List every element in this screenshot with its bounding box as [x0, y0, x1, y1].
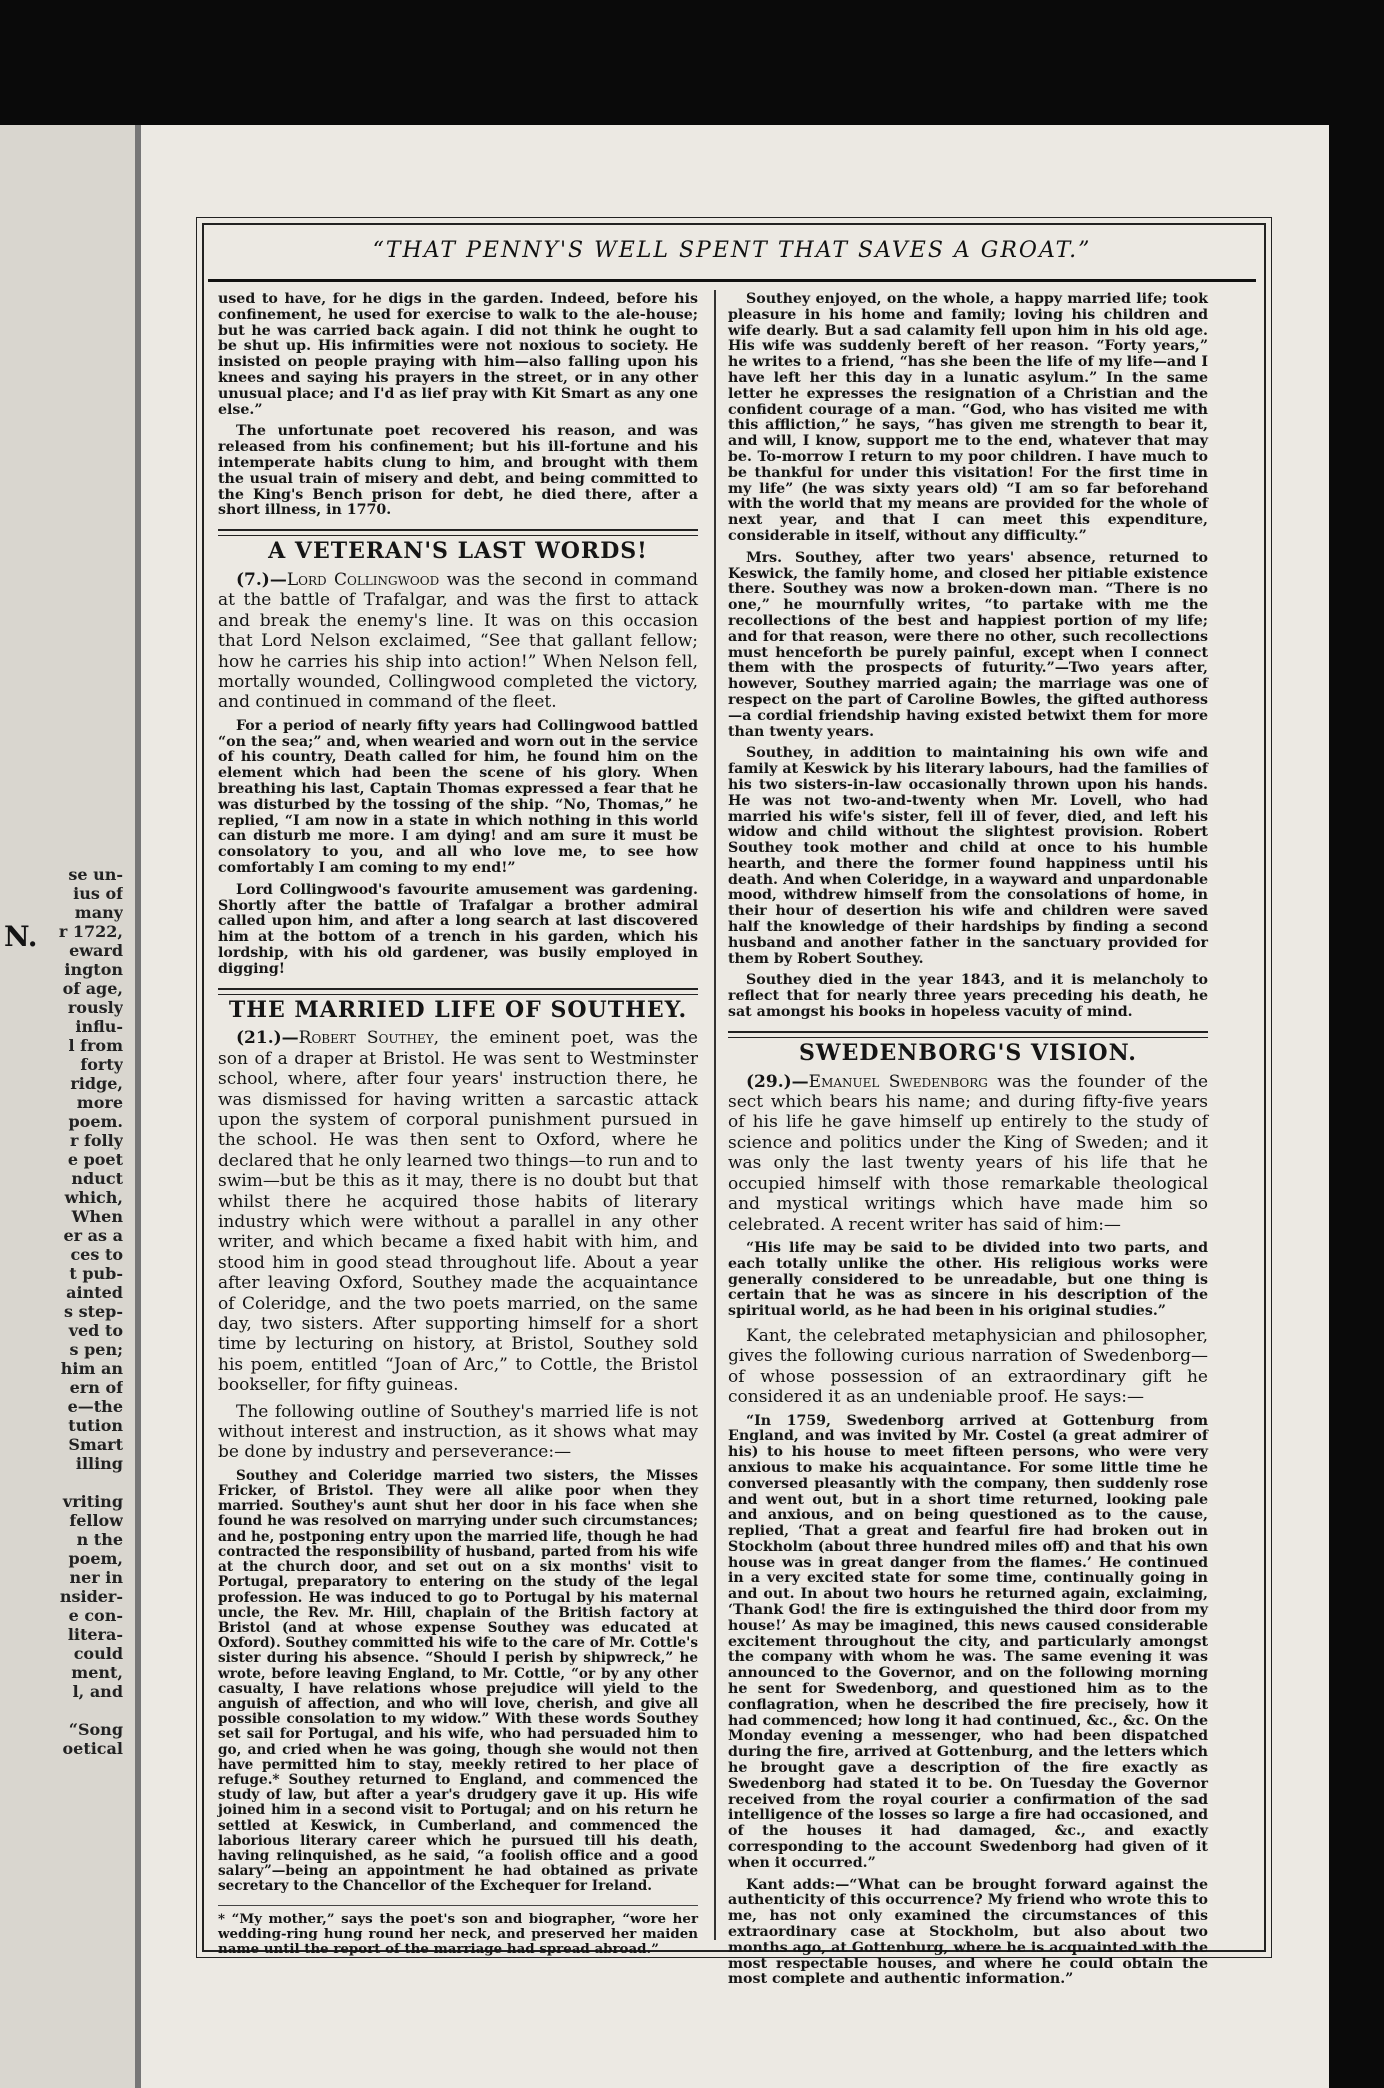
- adjacent-page-fragment: e con-: [68, 1606, 123, 1625]
- southey-paragraph-1: [218, 1028, 698, 1395]
- southey-right-1: Southey enjoyed, on the whole, a happy married life; took pleasure in his home and family; loving his children and wife dearly. But a sad calamity fell upon him in his old age. His wife was suddenly bereft of her reason. “Forty years,” he writes to a friend, “has she been the life of my life—and I have left her this day in a lunatic asylum.” In the same letter he expresses the resignation of a Christian and the confident courage of a man. “God, who has visited me with this affliction,” he says, “has given me strength to bear it, and will, I know, support me to the end, whatever that may be. To-morrow I return to my poor children. I have much to be thankful for under this visitation! For the first time in my life” (he was sixty years old) “I am so far beforehand with the world that my means are provided for the whole of next year, and that I can meet this expenditure, considerable in itself, without any difficulty.”: [728, 291, 1208, 544]
- swedenborg-paragraph-4: “In 1759, Swedenborg arrived at Gottenburg from England, and was invited by Mr. Costel (a great admirer of his) to his house to meet fifteen persons, who were very anxious to make his acquaintance. For some little time he conversed pleasantly with the company, then suddenly rose and went out, but in a short time returned, looking pale and anxious, and on being questioned as to the cause, replied, ‘That a great and fearful fire had broken out in Stockholm (about three hundred miles off) and that his own house was in great danger from the flames.’ He continued in a very excited state for some time, continually going in and out. In about two hours he returned again, exclaiming, ‘Thank God! the fire is extinguished the third door from my house!’ As may be imagined, this news caused considerable excitement throughout the city, and particularly amongst the company with whom he was. The same evening it was announced to the Governor, and on the following morning he sent for Swedenborg, and questioned him as to the conflagration, when he described the fire precisely, how it had commenced; how long it had continued, &c., &c. On the Monday evening a messenger, who had been dispatched during the fire, arrived at Gottenburg, and the letters which he brought gave a description of the fire exactly as Swedenborg had stated it to be. On Tuesday the Governor received from the royal courier a confirmation of the sad intelligence of the losses so large a fire had occasioned, and of the houses it had damaged, &c., and exactly corresponding to the account Swedenborg had given of it when it occurred.”: [728, 1412, 1208, 1871]
- adjacent-page-fragment: rously: [67, 998, 123, 1017]
- adjacent-page-fragment: vriting: [62, 1492, 123, 1511]
- header-rule: [208, 279, 1256, 282]
- swedenborg-paragraph-2: “His life may be said to be divided into two parts, and each totally unlike the other. His religious works were generally considered to be unreadable, but one thing is certain that he was as sincere in his description of the spiritual world, as he had been in his original studies.”: [728, 1239, 1208, 1320]
- column-divider: [714, 290, 716, 1940]
- adjacent-page-fragment: ern of: [69, 1378, 123, 1397]
- smart-continuation-1: used to have, for he digs in the garden. Indeed, before his confinement, he used for exercise to walk to the ale-house; but he was carried back again. I did not think he ought to be shut up. His infirmities were not noxious to society. He insisted on people praying with him—also falling upon his knees and saying his prayers in the street, or in any other unusual place; and I'd as lief pray with Kit Smart as any one else.”: [218, 291, 698, 418]
- adjacent-page-fragment: could: [73, 1644, 123, 1663]
- adjacent-page-fragment: r 1722,: [58, 922, 123, 941]
- adjacent-page-fragment: more: [76, 1093, 123, 1112]
- adjacent-page-fragment: When: [71, 1207, 123, 1226]
- adjacent-page-fragment: which,: [64, 1188, 123, 1207]
- adjacent-page-fragment: poem,: [68, 1549, 123, 1568]
- swedenborg-number: (29.)—: [746, 1071, 809, 1092]
- adjacent-page-fragment: eward: [69, 941, 123, 960]
- smart-continuation-2: The unfortunate poet recovered his reason, and was released from his confinement; but his ill-fortune and his intemperate habits clung to him, and brought with them the usual train of misery and debt, and being committed to the King's Bench prison for debt, he died there, after a short illness, in 1770.: [218, 423, 698, 519]
- swedenborg-paragraph-5: Kant adds:—“What can be brought forward against the authenticity of this occurrence? My friend who wrote this to me, has not only examined the circumstances of this extraordinary case at Stockholm, but also about two months ago, at Gottenburg, where he is acquainted with the most respectable houses, and where he could obtain the most complete and authentic information.”: [728, 1876, 1208, 1988]
- veteran-text-1: was the second in command at the battle of Trafalgar, and was the first to attack and break the enemy's line. It was on this occasion that Lord Nelson exclaimed, “See that gallant fellow; how he carries his ship into action!” When Nelson fell, mortally wounded, Collingwood completed the victory, and continued in command of the fleet.: [218, 569, 698, 713]
- adjacent-page-fragment: influ-: [75, 1017, 123, 1036]
- adjacent-page-fragment: ius of: [73, 884, 123, 903]
- swedenborg-paragraph-3: Kant, the celebrated metaphysician and philosopher, gives the following curious narration of Swedenborg—of whose possession of an extraordinary gift he considered it as an undeniable proof. He says:—: [728, 1325, 1208, 1408]
- adjacent-page-fragment: t pub-: [69, 1264, 123, 1283]
- footnote: * “My mother,” says the poet's son and biographer, “wore her wedding-ring hung round her neck, and preserved her maiden name until the report of the marriage had spread abroad.”: [218, 1905, 698, 1957]
- adjacent-page-fragment: nduct: [71, 1169, 123, 1188]
- adjacent-page-fragment: n the: [76, 1530, 123, 1549]
- adjacent-page-fragment: of age,: [62, 979, 123, 998]
- left-column: [218, 292, 698, 1957]
- adjacent-page-fragment: e poet: [67, 1150, 123, 1169]
- adjacent-page-fragment: Smart: [68, 1435, 123, 1454]
- adjacent-page-fragment: l from: [68, 1036, 123, 1055]
- swedenborg-text-1: was the founder of the sect which bears his name; and during fifty-five years of his life he gave himself up entirely to the study of science and politics under the King of Sweden; and it was only the last twenty years of his life that he occupied himself with those remarkable theological and mystical writings which have made him so celebrated. A recent writer has said of him:—: [728, 1071, 1208, 1235]
- southey-right-3: Southey, in addition to maintaining his own wife and family at Keswick by his literary labours, had the families of his two sisters-in-law occasionally thrown upon his hands. He was not two-and-twenty when Mr. Lovell, who had married his wife's sister, fell ill of fever, died, and left his widow and child without the slightest provision. Robert Southey took mother and child at once to his humble hearth, and there the former found happiness until his death. And when Coleridge, in a wayward and unpardonable mood, withdrew himself from the consolations of home, in their hour of desertion his wife and children were saved half the knowledge of their hardships by finding a second husband and another father in the sanctuary provided for them by Robert Southey.: [728, 745, 1208, 967]
- adjacent-page-fragment: [13, 1701, 123, 1720]
- veteran-number: (7.)—: [236, 569, 287, 590]
- adjacent-page-fragment: ved to: [68, 1321, 123, 1340]
- adjacent-page-fragment: [13, 1473, 123, 1492]
- adjacent-page-fragment: fellow: [69, 1511, 123, 1530]
- section-rule: [218, 529, 698, 536]
- southey-name: Robert Southey: [298, 1028, 434, 1049]
- veteran-paragraph-3: Lord Collingwood's favourite amusement was gardening. Shortly after the battle of Trafalgar a brother admiral called upon him, and after a long search at last discovered him at the bottom of a trench in his garden, which his lordship, with his old gardener, was busily employed in digging!: [218, 881, 698, 977]
- southey-right-2: Mrs. Southey, after two years' absence, returned to Keswick, the family home, and closed her pitiable existence there. Southey was now a broken-down man. “There is no one,” he mournfully writes, “to partake with me the recollections of the best and happiest portion of my life; and for that reason, were there no other, such recollections must henceforth be purely painful, except when I connect them with the prospects of futurity.”—Two years after, however, Southey married again; the marriage was one of respect on the part of Caroline Bowles, the gifted authoress—a cordial friendship having existed betwixt them for more than twenty years.: [728, 549, 1208, 740]
- section-rule: [218, 988, 698, 995]
- adjacent-page-fragment: ment,: [71, 1663, 123, 1682]
- adjacent-page-fragment: poem.: [68, 1112, 123, 1131]
- southey-title: THE MARRIED LIFE OF SOUTHEY.: [228, 996, 688, 1023]
- veteran-name: Lord Collingwood: [286, 569, 440, 590]
- adjacent-page-fragment: r folly: [69, 1131, 123, 1150]
- swedenborg-title: SWEDENBORG'S VISION.: [799, 1039, 1137, 1066]
- swedenborg-name: Emanuel Swedenborg: [808, 1071, 988, 1092]
- adjacent-page-fragment: oetical: [62, 1739, 123, 1758]
- adjacent-page-fragment: him an: [60, 1359, 123, 1378]
- section-rule: [728, 1031, 1208, 1038]
- adjacent-page-fragment: ces to: [70, 1245, 123, 1264]
- southey-paragraph-2: The following outline of Southey's married life is not without interest and instruction, as it shows what may be done by industry and perseverance:—: [218, 1401, 698, 1463]
- right-column: [728, 292, 1208, 1994]
- adjacent-page-fragment: many: [74, 903, 123, 922]
- veteran-paragraph-1: [218, 570, 698, 713]
- adjacent-page-fragment: “Song: [68, 1720, 123, 1739]
- adjacent-page-fragment: e—the: [67, 1397, 123, 1416]
- veteran-title: A VETERAN'S LAST WORDS!: [268, 538, 648, 565]
- adjacent-page-fragment: se un-: [68, 865, 123, 884]
- southey-right-4: Southey died in the year 1843, and it is melancholy to reflect that for nearly three years preceding his death, he sat amongst his books in hopeless vacuity of mind.: [728, 972, 1208, 1021]
- adjacent-page-fragment: ridge,: [70, 1074, 123, 1093]
- adjacent-page-fragment: illing: [75, 1454, 123, 1473]
- adjacent-page-fragment: ington: [64, 960, 123, 979]
- adjacent-page-fragment: ainted: [66, 1283, 123, 1302]
- adjacent-page-fragment: ner in: [69, 1568, 123, 1587]
- veteran-paragraph-2: For a period of nearly fifty years had Collingwood battled “on the sea;” and, when wearied and worn out in the service of his country, Death called for him, he found him on the element which had been the scene of his glory. When breathing his last, Captain Thomas expressed a fear that he was disturbed by the tossing of the ship. “No, Thomas,” he replied, “I am now in a state in which nothing in this world can disturb me more. I am dying! and am sure it must be consolatory to you, and all who love me, to see how comfortably I am coming to my end!”: [218, 717, 698, 876]
- adjacent-page-fragment: s step-: [64, 1302, 123, 1321]
- adjacent-page-fragment: s pen;: [69, 1340, 123, 1359]
- adjacent-page-fragments: [13, 865, 123, 1758]
- adjacent-page-fragment: er as a: [63, 1226, 123, 1245]
- southey-text-1: , the eminent poet, was the son of a draper at Bristol. He was sent to Westminster school, where, after four years' instruction there, he was dismissed for having written a sarcastic attack upon the system of corporal punishment pursued in the school. He was then sent to Oxford, where he declared that he only learned two things—to run and to swim—but be this as it may, there is no doubt but that whilst there he acquired those habits of literary industry which were without a parallel in any other writer, and which became a fixed habit with him, and stood him in good stead throughout life. About a year after leaving Oxford, Southey made the acquaintance of Coleridge, and the two poets married, on the same day, two sisters. After supporting himself for a short time by lecturing on history, at Bristol, Southey sold his poem, entitled “Joan of Arc,” to Cottle, the Bristol bookseller, for fifty guineas.: [218, 1028, 698, 1396]
- adjacent-page-strip: [0, 125, 135, 2088]
- running-head: “THAT PENNY'S WELL SPENT THAT SAVES A GROAT.”: [372, 238, 1092, 263]
- swedenborg-paragraph-1: [728, 1072, 1208, 1235]
- adjacent-page-fragment: tution: [68, 1416, 123, 1435]
- adjacent-page-fragment: nsider-: [59, 1587, 123, 1606]
- adjacent-page-fragment: l, and: [72, 1682, 123, 1701]
- adjacent-page-fragment: litera-: [67, 1625, 123, 1644]
- adjacent-page-fragment: forty: [80, 1055, 123, 1074]
- southey-number: (21.)—: [236, 1028, 299, 1049]
- adjacent-page-heading: N.: [4, 920, 38, 953]
- southey-paragraph-3: Southey and Coleridge married two sisters, the Misses Fricker, of Bristol. They were all alike poor when they married. Southey's aunt shut her door in his face when she found he was resolved on marrying under such circumstances; and he, postponing entry upon the married life, though he had contracted the responsibility of husband, parted from his wife at the church door, and set out on a six months' visit to Portugal, preparatory to entering on the study of the legal profession. He was induced to go to Portugal by his maternal uncle, the Rev. Mr. Hill, chaplain of the British factory at Bristol (and at whose expense Southey was educated at Oxford). Southey committed his wife to the care of Mr. Cottle's sister during his absence. “Should I perish by shipwreck,” he wrote, before leaving England, to Mr. Cottle, “or by any other casualty, I have relations whose prejudice will yield to the anguish of affection, and who will love, cherish, and give all possible consolation to my widow.” With these words Southey set sail for Portugal, and his wife, who had persuaded him to go, and cried when he was going, though she would not then have permitted him to stay, meekly retired to her place of refuge.* Southey returned to England, and commenced the study of law, but after a year's drudgery gave it up. His wife joined him in a second visit to Portugal; and on his return he settled at Keswick, in Cumberland, and commenced the laborious literary career which he pursued till his death, having relinquished, as he said, “a foolish office and a good salary”—being an appointment he had obtained as private secretary to the Chancellor of the Exchequer for Ireland.: [218, 1467, 698, 1895]
